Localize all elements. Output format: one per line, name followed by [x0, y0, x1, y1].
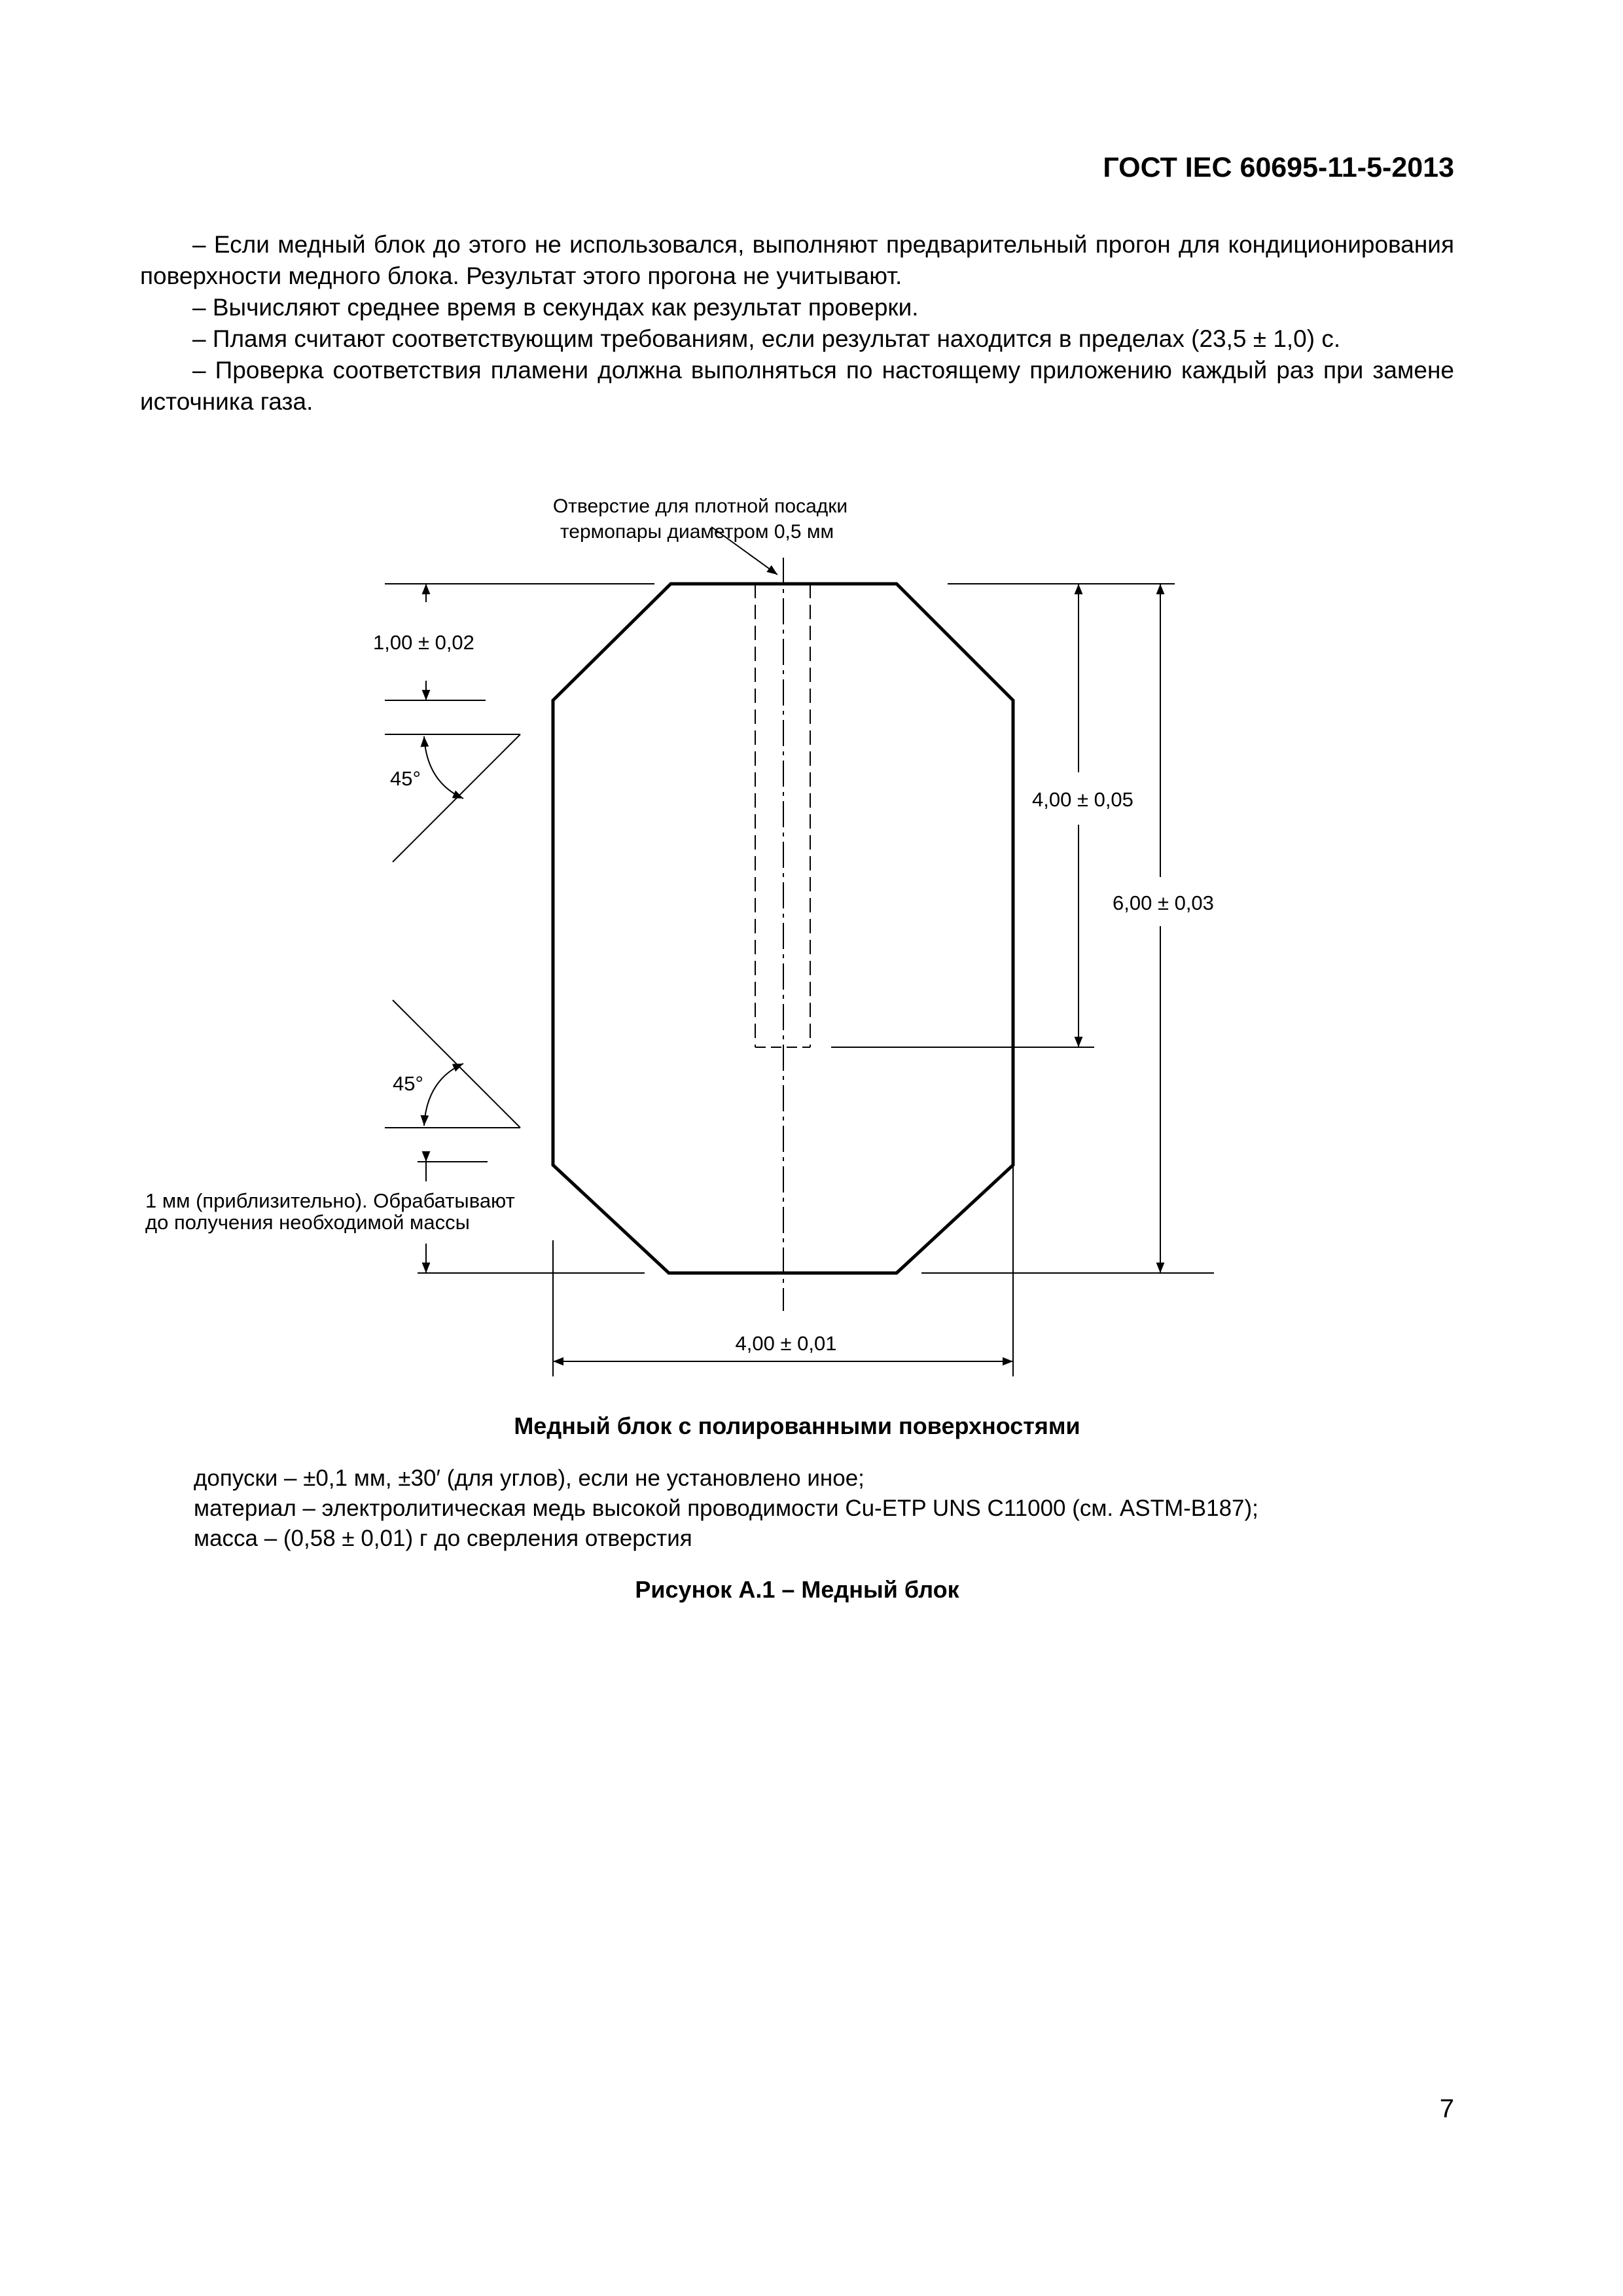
paragraph-acceptance: – Пламя считают соответствующим требованиям, если результат находится в пределах (23,5 ± 1,0) с.: [192, 325, 1341, 352]
hole-label-line2: термопары диаметром 0,5 мм: [560, 521, 834, 543]
paragraph-mean-time: – Вычисляют среднее время в секундах как результат проверки.: [192, 294, 919, 321]
note-material: материал – электролитическая медь высокой проводимости Cu-ETP UNS C11000 (см. ASTM-B187);: [194, 1496, 1258, 1521]
dim-chamfer-top: 1,00 ± 0,02: [373, 631, 474, 654]
figure-caption: Рисунок А.1 – Медный блок: [635, 1576, 959, 1603]
dim-total-height: 6,00 ± 0,03: [1113, 891, 1214, 914]
angle-bottom-diagonal: [393, 1000, 520, 1128]
hole-label-line1: Отверстие для плотной посадки: [552, 495, 848, 517]
paragraph-conditioning: – Если медный блок до этого не использовался, выполняют предварительный прогон для кондиционирования поверхности медного блока. Результат этого прогона не учитывают.: [140, 231, 1454, 289]
note-tolerances: допуски – ±0,1 мм, ±30′ (для углов), если не установлено иное;: [194, 1465, 865, 1491]
angle-top-label: 45°: [390, 767, 421, 790]
angle-top-diagonal: [393, 734, 520, 862]
angle-bottom-arc: [424, 1064, 463, 1126]
bottom-note-line2: до получения необходимой массы: [145, 1211, 470, 1234]
dim-hole-depth: 4,00 ± 0,05: [1032, 788, 1133, 811]
standard-code-header: ГОСТ IEC 60695-11-5-2013: [1103, 152, 1454, 183]
figure-subcaption: Медный блок с полированными поверхностями: [514, 1412, 1080, 1439]
angle-top-arc: [424, 736, 463, 798]
figure-notes: [194, 1463, 1258, 1554]
angle-bottom-label: 45°: [393, 1072, 423, 1095]
paragraph-gas-source: – Проверка соответствия пламени должна выполняться по настоящему приложению каждый раз при замене источника газа.: [140, 357, 1454, 415]
bottom-note-line1: 1 мм (приблизительно). Обрабатывают: [145, 1189, 515, 1212]
page-number: 7: [1439, 2094, 1454, 2123]
dim-width: 4,00 ± 0,01: [735, 1332, 837, 1355]
note-mass: масса – (0,58 ± 0,01) г до сверления отверстия: [194, 1526, 692, 1551]
